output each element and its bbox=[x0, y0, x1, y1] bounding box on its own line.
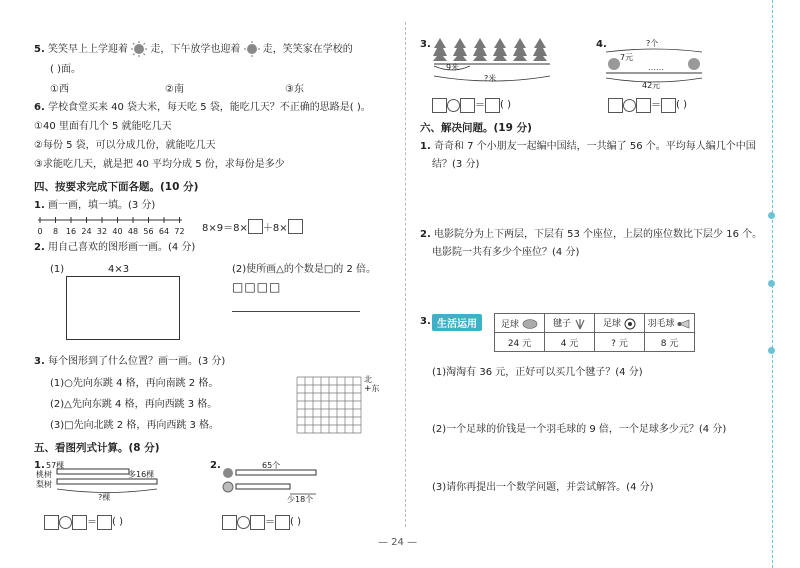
answer-box[interactable] bbox=[288, 219, 303, 234]
compass: 北 +东 bbox=[364, 375, 380, 394]
shuttlecock-feather-icon bbox=[574, 318, 586, 330]
ball-icon bbox=[522, 319, 538, 329]
section-4-title: 四、按要求完成下面各题。(10 分) bbox=[34, 181, 199, 193]
q5-option-1[interactable]: ①西 bbox=[50, 84, 69, 95]
answer-box[interactable] bbox=[636, 98, 651, 113]
s5-q1-top: 57棵 bbox=[46, 461, 65, 470]
s6-q1: 1. 奇奇和 7 个小朋友一起编中国结，一共编了 56 个。平均每人编几个中国 bbox=[420, 141, 756, 152]
s5-q3-total: ?米 bbox=[484, 74, 497, 83]
s4-q3-item-3: (3)□先向北跳 2 格，再向西跳 3 格。 bbox=[50, 420, 220, 431]
column-divider bbox=[405, 22, 406, 527]
q5-option-3[interactable]: ③东 bbox=[285, 84, 304, 95]
answer-box[interactable] bbox=[661, 98, 676, 113]
q6-option-2[interactable]: ②每份 5 袋，可以分成几份，就能吃几天 bbox=[34, 140, 216, 151]
q6-option-1[interactable]: ①40 里面有几个 5 就能吃几天 bbox=[34, 121, 172, 132]
number-line bbox=[36, 214, 186, 240]
answer-box[interactable] bbox=[248, 219, 263, 234]
answer-box[interactable] bbox=[460, 98, 475, 113]
tick-label: 0 bbox=[37, 227, 43, 236]
tree-icon bbox=[493, 38, 507, 61]
s6-q3-part1: (1)淘淘有 36 元，正好可以买几个毽子？(4 分) bbox=[432, 367, 643, 378]
operator-circle[interactable] bbox=[237, 516, 250, 529]
s4-q2-part2: (2)使所画△的个数是□的 2 倍。 bbox=[232, 264, 377, 275]
s4-q3: 3. 每个图形到了什么位置？画一画。(3 分) bbox=[34, 356, 226, 367]
sun-icon bbox=[131, 41, 147, 57]
edge-dot bbox=[768, 347, 775, 354]
tick-label: 40 bbox=[112, 227, 123, 236]
s5-q1-labels: 桃树 梨树 bbox=[36, 470, 52, 489]
answer-box[interactable] bbox=[44, 515, 59, 530]
s5-q4-num: 4. bbox=[596, 39, 607, 50]
svg-text:……: …… bbox=[648, 63, 664, 72]
s5-q3-num: 3. bbox=[420, 39, 431, 50]
answer-box[interactable] bbox=[275, 515, 290, 530]
q6-option-3[interactable]: ③求能吃几天，就是把 40 平均分成 5 份，求每份是多少 bbox=[34, 159, 285, 170]
s4-q2: 2. 用自己喜欢的图形画一画。(4 分) bbox=[34, 242, 196, 253]
edge-dot bbox=[768, 280, 775, 287]
section-5-title: 五、看图列式计算。(8 分) bbox=[34, 442, 160, 454]
price-cell: 4 元 bbox=[545, 333, 595, 352]
tick-label: 72 bbox=[174, 227, 185, 236]
tick-label: 16 bbox=[65, 227, 77, 236]
drawing-box[interactable] bbox=[66, 276, 180, 340]
s5-q2-top: 65个 bbox=[262, 461, 281, 470]
s6-q2: 2. 电影院分为上下两层，下层有 53 个座位，上层的座位数比下层少 16 个。 bbox=[420, 229, 763, 240]
badminton-shuttlecock-icon bbox=[677, 318, 691, 330]
answer-line[interactable] bbox=[232, 311, 360, 312]
sun-icon bbox=[244, 41, 260, 57]
s5-q2-num: 2. bbox=[210, 460, 221, 471]
s5-q1-equation: ＝ ( ) bbox=[44, 513, 123, 530]
q5-option-2[interactable]: ②南 bbox=[165, 84, 184, 95]
s6-q3-num: 3. bbox=[420, 316, 431, 327]
price-table bbox=[494, 313, 695, 352]
item-cell: 毽子 bbox=[545, 314, 595, 333]
s4-q3-item-1: (1)○先向东跳 4 格，再向南跳 2 格。 bbox=[50, 378, 219, 389]
s4-q2-part1: (1) bbox=[50, 264, 65, 275]
answer-box[interactable] bbox=[97, 515, 112, 530]
item-cell: 足球 bbox=[595, 314, 645, 333]
s5-q3-each: 9米 bbox=[446, 63, 460, 72]
tree-icon bbox=[473, 38, 487, 61]
page-number: — 24 — bbox=[378, 537, 418, 548]
q5-blank[interactable]: ( )面。 bbox=[50, 64, 81, 75]
s5-q4-top: ?个 bbox=[646, 39, 659, 48]
section-6-title: 六、解决问题。(19 分) bbox=[420, 122, 532, 134]
item-cell: 足球 bbox=[495, 314, 545, 333]
s6-q2-line2: 电影院一共有多少个座位？(4 分) bbox=[432, 247, 580, 258]
answer-box[interactable] bbox=[432, 98, 447, 113]
price-cell: 8 元 bbox=[645, 333, 695, 352]
tree-icon bbox=[533, 38, 547, 61]
question-6: 6. 学校食堂买来 40 袋大米，每天吃 5 袋，能吃几天？不正确的思路是( )。 bbox=[34, 102, 371, 113]
s4-q3-item-2: (2)△先向东跳 4 格，再向西跳 3 格。 bbox=[50, 399, 218, 410]
s4-q2-part1-label: 4×3 bbox=[108, 264, 130, 275]
life-application-tag: 生活运用 bbox=[432, 314, 482, 331]
answer-box[interactable] bbox=[222, 515, 237, 530]
s5-q1-question: ?棵 bbox=[98, 493, 111, 502]
edge-dot bbox=[768, 212, 775, 219]
tick-label: 32 bbox=[96, 227, 108, 236]
operator-circle[interactable] bbox=[59, 516, 72, 529]
price-cell: ? 元 bbox=[595, 333, 645, 352]
tick-label: 56 bbox=[143, 227, 154, 236]
answer-box[interactable] bbox=[485, 98, 500, 113]
grid[interactable] bbox=[296, 376, 362, 434]
price-cell: 24 元 bbox=[495, 333, 545, 352]
tree-icon bbox=[453, 38, 467, 61]
s5-q2-less: 少18个 bbox=[287, 495, 314, 504]
item-cell: 羽毛球 bbox=[645, 314, 695, 333]
operator-circle[interactable] bbox=[447, 99, 460, 112]
tick-label: 8 bbox=[52, 227, 59, 236]
s5-q2-equation: ＝ ( ) bbox=[222, 513, 301, 530]
tree-icon bbox=[513, 38, 527, 61]
given-squares: □□□□ bbox=[232, 280, 282, 294]
s4-q1-equation: 8×9＝8× ＋8× bbox=[202, 219, 303, 234]
tick-label: 24 bbox=[81, 227, 92, 236]
s5-q4-each: 7元 bbox=[620, 53, 634, 62]
answer-box[interactable] bbox=[608, 98, 623, 113]
s6-q3-part3: (3)请你再提出一个数学问题，并尝试解答。(4 分) bbox=[432, 482, 654, 493]
s5-q1-num: 1. bbox=[34, 460, 45, 471]
s4-q1: 1. 画一画，填一填。(3 分) bbox=[34, 200, 156, 211]
s6-q3-part2: (2)一个足球的价钱是一个羽毛球的 9 倍，一个足球多少元？(4 分) bbox=[432, 424, 727, 435]
tree-icon bbox=[433, 38, 447, 61]
answer-box[interactable] bbox=[72, 515, 87, 530]
s5-q3-equation: ＝ ( ) bbox=[432, 96, 511, 113]
s5-q4-equation: ＝ ( ) bbox=[608, 96, 687, 113]
s5-q1-more: 多16棵 bbox=[128, 470, 155, 479]
s5-q4-total: 42元 bbox=[642, 81, 661, 90]
s6-q1-line2: 结？(3 分) bbox=[432, 159, 480, 170]
answer-box[interactable] bbox=[250, 515, 265, 530]
soccer-ball-icon bbox=[624, 318, 636, 330]
tick-label: 64 bbox=[158, 227, 170, 236]
question-5: 5. 笑笑早上上学迎着 走，下午放学也迎着 走，笑笑家在学校的 bbox=[34, 41, 353, 57]
operator-circle[interactable] bbox=[623, 99, 636, 112]
tick-label: 48 bbox=[127, 227, 139, 236]
